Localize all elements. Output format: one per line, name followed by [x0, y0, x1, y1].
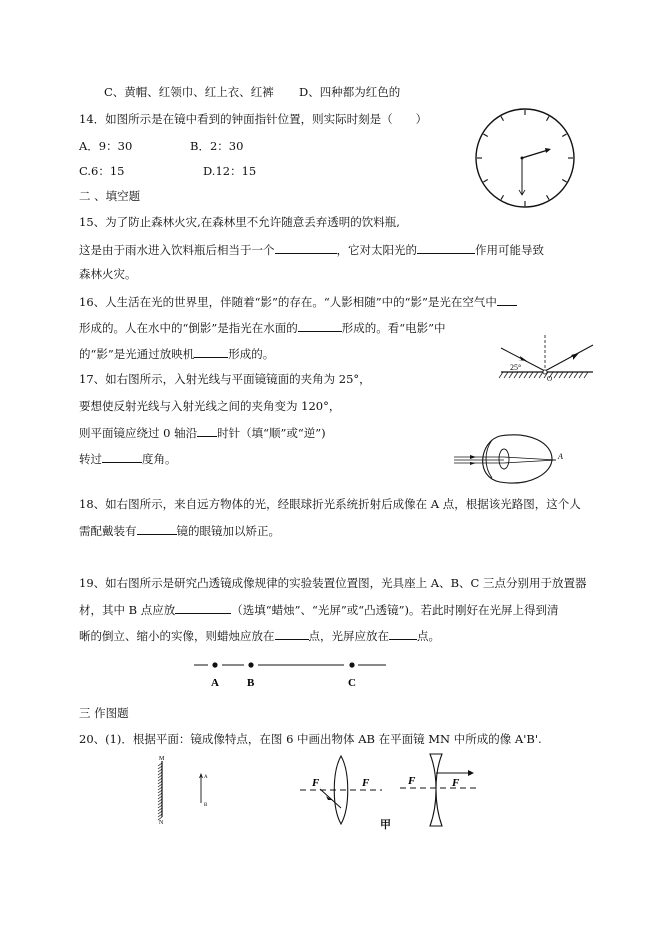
q16-line-1: 16、人生活在光的世界里，伴随着“影”的存在。“人影相随”中的“影”是光在空气中: [79, 293, 517, 310]
q14-option-b: B．2：30: [190, 139, 244, 153]
q17-line-1: 17、如右图所示，入射光线与平面镜镜面的夹角为 25°，: [79, 372, 371, 386]
convex-lens-figure: [298, 752, 384, 828]
q13-option-d: D、四种都为红色的: [299, 85, 401, 99]
q19-line-1: 19、如右图所示是研究凸透镜成像规律的实验装置位置图，光具座上 A、B、C 三点分别用于放置器: [79, 576, 587, 590]
q19-blank-1[interactable]: [175, 601, 231, 614]
q19-line-3: 晰的倒立、缩小的实像，则蜡烛应放在 点，光屏应放在 点。: [79, 629, 440, 643]
object-label-b: B: [204, 803, 208, 808]
q17-blank-1[interactable]: [197, 424, 217, 437]
section-3-title: 三 作图题: [79, 706, 129, 720]
bench-point-a: A: [211, 677, 219, 689]
plane-mirror-figure: [152, 755, 212, 825]
q13-option-c: C、黄帽、红领巾、红上衣、红裤: [104, 85, 274, 99]
q18-line-1: 18、如右图所示，来自远方物体的光，经眼球折光系统折射后成像在 A 点，根据该光路图，这个人: [79, 497, 581, 511]
bench-point-c: C: [348, 677, 356, 689]
q17-line-2: 要想使反射光线与入射光线之间的夹角变为 120°，: [79, 399, 341, 413]
concave-focus-right: F: [452, 777, 460, 789]
mirror-clock-figure: [473, 106, 577, 210]
convex-focus-left: F: [312, 777, 320, 789]
q14-option-a: A．9：30: [79, 139, 133, 153]
section-2-title: 二 、填空题: [79, 189, 141, 203]
mirror-label-n: N: [159, 820, 164, 826]
q15-blank-1[interactable]: [275, 241, 337, 254]
reflection-point-label: O: [547, 375, 553, 383]
q16-blank-3[interactable]: [194, 345, 228, 358]
q18-blank-1[interactable]: [137, 522, 177, 535]
concave-lens-figure: [398, 750, 478, 830]
q19-blank-3[interactable]: [389, 627, 417, 640]
reflection-angle-label: 25°: [510, 363, 522, 372]
eye-point-label: A: [558, 452, 563, 461]
q16-line-3: 的“影”是光通过放映机 形成的。: [79, 347, 275, 361]
q18-line-2: 需配戴装有 镜的眼镜加以矫正。: [79, 524, 280, 538]
reflection-figure: [497, 329, 597, 383]
q20-line-1: 20、(1)．根据平面：镜成像特点，在图 6 中画出物体 AB 在平面镜 MN 中所成的像 A'B'.: [79, 732, 542, 746]
concave-focus-left: F: [408, 775, 416, 787]
q19-line-2: 材，其中 B 点应放 （选填“蜡烛”、“光屏”或“凸透镜”)。若此时刚好在光屏上得到清: [79, 603, 559, 617]
mirror-label-m: M: [159, 756, 165, 762]
object-label-a: A: [204, 775, 208, 780]
q16-line-2: 形成的。人在水中的“倒影”是指光在水面的 形成的。看“电影”中: [79, 321, 446, 335]
q14-option-c: C.6：15: [79, 164, 125, 178]
q17-line-4: 转过 度角。: [79, 452, 177, 466]
bench-point-b: B: [247, 677, 255, 689]
q16-blank-2[interactable]: [298, 319, 342, 332]
q16-blank-1[interactable]: [497, 293, 517, 306]
q15-blank-2[interactable]: [417, 241, 475, 254]
q17-blank-2[interactable]: [102, 450, 142, 463]
q14-stem: 14．如图所示是在镜中看到的钟面指针位置，则实际时刻是（ ）: [79, 112, 428, 126]
figure-caption: 甲: [380, 818, 391, 831]
eye-figure: [452, 431, 570, 487]
q15-line-2: 这是由于雨水进入饮料瓶后相当于一个 ，它对太阳光的 作用可能导致: [79, 243, 544, 257]
q15-line-3: 森林火灾。: [79, 267, 137, 281]
optical-bench-figure: [192, 655, 392, 691]
convex-focus-right: F: [362, 777, 370, 789]
q15-line-1: 15、为了防止森林火灾,在森林里不允许随意丢弃透明的饮料瓶,: [79, 215, 400, 229]
q19-blank-2[interactable]: [275, 627, 309, 640]
q14-option-d: D.12：15: [203, 164, 257, 178]
q17-line-3: 则平面镜应绕过 0 轴沿 时针（填“顺”或“逆”): [79, 426, 326, 440]
